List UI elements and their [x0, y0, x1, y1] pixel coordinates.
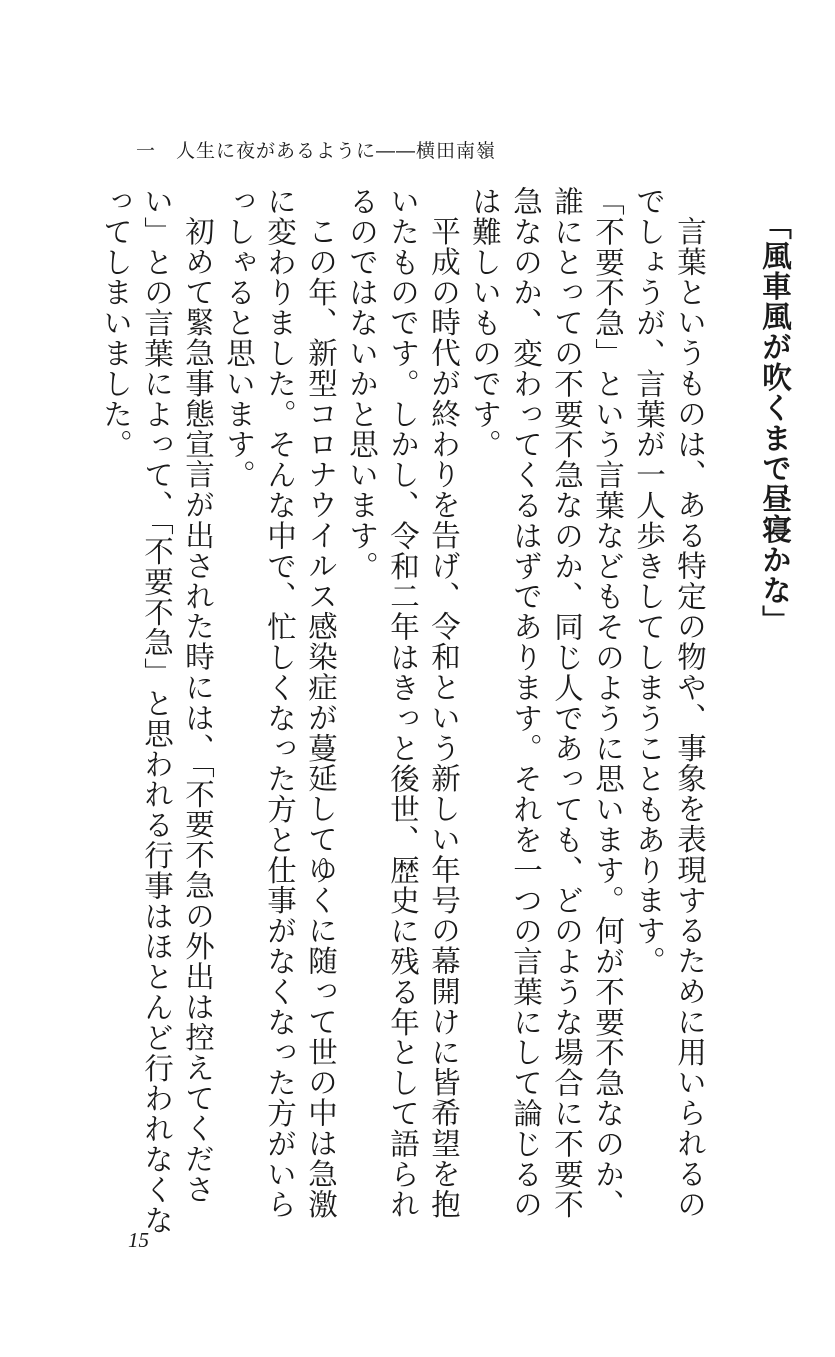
paragraph-3: 平成の時代が終わりを告げ、令和という新しい年号の幕開けに皆希望を抱いたものです。しかし、令和二年はきっと後世、歴史に残る年として語られるのではないかと思います。: [345, 186, 461, 1220]
vertical-body-text: [80, 186, 795, 1236]
page-number: 15: [128, 1228, 149, 1252]
running-header: 一 人生に夜があるように――横田南嶺: [136, 140, 497, 162]
paragraph-5: 初めて緊急事態宣言が出された時には、「不要不急の外出は控えてください」との言葉によって、「不要不急」と思われる行事はほとんど行われなくなってしまいました。: [99, 186, 215, 1236]
paragraph-2: 「不要不急」という言葉などもそのように思います。何が不要不急なのか、誰にとっての不要不急なのか、同じ人であっても、どのような場合に不要不急なのか、変わってくるはずであります。それを一つの言葉にして論じるのは難しいものです。: [468, 186, 625, 1220]
paragraph-4: この年、新型コロナウイルス感染症が蔓延してゆくに随って世の中は急激に変わりました。そんな中で、忙しくなった方と仕事がなくなった方がいらっしゃると思います。: [222, 186, 338, 1220]
paragraph-1: 言葉というものは、ある特定の物や、事象を表現するために用いられるのでしょうが、言葉が一人歩きしてしまうこともあります。: [632, 186, 707, 1219]
section-heading: 「風車風が吹くまで昼寝かな」: [758, 210, 792, 636]
